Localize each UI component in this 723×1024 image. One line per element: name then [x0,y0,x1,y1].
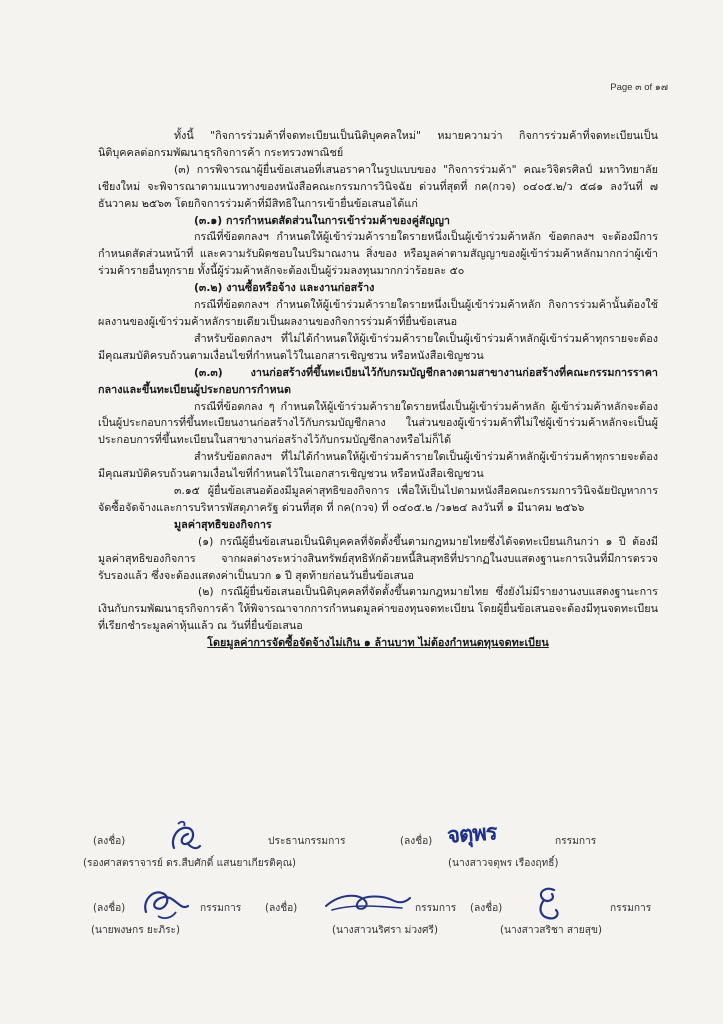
signature-role: ประธานกรรมการ [268,836,346,847]
signature-member-3-mark [322,888,412,918]
signature-member-1-mark: จตุพร [446,819,498,849]
signature-chair-mark [166,818,210,858]
heading-3-1: (๓.๑) การกำหนดสัดส่วนในการเข้าร่วมค้าของคู่สัญญา [194,213,450,227]
signature-member-4 [470,900,652,936]
sign-prefix: (ลงชื่อ) [400,836,433,847]
signature-name: (รองศาสตราจารย์ ดร.สืบศักดิ์ แสนยาเกียรติคุณ) [83,858,297,869]
signature-member-2-mark [140,882,192,924]
paragraph-3-2-no-lead: สำหรับข้อตกลงฯ ที่ไม่ได้กำหนดให้ผู้เข้าร่วมค้ารายใดเป็นผู้เข้าร่วมค้าหลักผู้เข้าร่วมค้าทุกรายจะต้องมีคุณสมบัติครบถ้วนตามเงื่อนไขที่กำหนดไว้ในเอกสารเชิญชวน หรือหนังสือเชิญชวน [98,331,658,362]
signature-role: กรรมการ [555,836,597,847]
heading-net-worth: มูลค่าสุทธิของกิจการ [174,517,272,531]
paragraph-joint-venture-consideration: (๓) การพิจารณาผู้ยื่นข้อเสนอที่เสนอราคาในรูปแบบของ "กิจการร่วมค้า" คณะวิจิตรศิลป์ มหาวิทยาลัยเชียงใหม่ จะพิจารณาตามแนวทางของหนังสือคณะกรรมการวินิจฉัย ด่วนที่สุดที่ กค(กวจ) ๐๔๐๕.๒/ว ๕๘๑ ลงวันที่ ๗ ธันวาคม ๒๕๖๓ โดยกิจการร่วมค้าที่มีสิทธิในการเข้ายื่นข้อเสนอได้แก่ [98,162,658,210]
paragraph-3-1-body: กรณีที่ข้อตกลงฯ กำหนดให้ผู้เข้าร่วมค้ารายใดรายหนึ่งเป็นผู้เข้าร่วมค้าหลัก ข้อตกลงฯ จะต้องมีการกำหนดสัดส่วนหน้าที่ และความรับผิดชอบในปริมาณงาน สิ่งของ หรือมูลค่าตามสัญญาของผู้เข้าร่วมค้าหลักมากกว่าผู้เข้าร่วมค้ารายอื่นทุกราย ทั้งนี้ผู้ร่วมค้าหลักจะต้องเป็นผู้ร่วมลงทุนมากกว่าร้อยละ ๕๐ [98,230,658,278]
signature-chair [83,833,346,869]
heading-3-2: (๓.๒) งานซื้อหรือจ้าง และงานก่อสร้าง [194,281,375,295]
paragraph-net-worth-2: (๒) กรณีผู้ยื่นข้อเสนอเป็นนิติบุคคลที่จัดตั้งขึ้นตามกฎหมายไทย ซึ่งยังไม่มีรายงานงบแสดงฐานะการเงินกับกรมพัฒนาธุรกิจการค้า ให้พิจารณาจากการกำหนดมูลค่าของทุนจดทะเบียน โดยผู้ยื่นข้อเสนอจะต้องมีทุนจดทะเบียนที่เรียกชำระมูลค่าหุ้นแล้ว ณ วันที่ยื่นข้อเสนอ [98,585,658,633]
signature-role: กรรมการ [200,903,242,914]
note-registered-capital: โดยมูลค่าการจัดซื้อจัดจ้างไม่เกิน ๑ ล้านบาท ไม่ต้องกำหนดทุนจดทะเบียน [207,636,549,650]
sign-prefix: (ลงชื่อ) [470,903,503,914]
heading-3-3: (๓.๓) งานก่อสร้างที่ขึ้นทะเบียนไว้กับกรมบัญชีกลางตามสาขางานก่อสร้างที่คณะกรรมการราคากลางและขึ้นทะเบียนผู้ประกอบการกำหนด [98,365,658,396]
sign-prefix: (ลงชื่อ) [265,903,298,914]
paragraph-net-worth-1: (๑) กรณีผู้ยื่นข้อเสนอเป็นนิติบุคคลที่จัดตั้งขึ้นตามกฎหมายไทยซึ่งได้จดทะเบียนเกินกว่า ๑ ปี ต้องมีมูลค่าสุทธิของกิจการ จากผลต่างระหว่างสินทรัพย์สุทธิหักด้วยหนี้สินสุทธิที่ปรากฏในงบแสดงฐานะการเงินที่มีการตรวจรับรองแล้ว ซึ่งจะต้องแสดงค่าเป็นบวก ๑ ปี สุดท้ายก่อนวันยื่นข้อเสนอ [98,534,658,582]
signature-name: (นายพงษกร ยะภิระ) [91,925,180,936]
signature-name: (นางสาวสริชา สายสุข) [500,925,602,936]
signature-name: (นางสาวจตุพร เรืองฤทธิ์) [448,858,559,869]
paragraph-3-2-body: กรณีที่ข้อตกลงฯ กำหนดให้ผู้เข้าร่วมค้ารายใดรายหนึ่งเป็นผู้เข้าร่วมค้าหลัก กิจการร่วมค้านั้นต้องใช้ผลงานของผู้เข้าร่วมค้าหลักรายเดียวเป็นผลงานของกิจการร่วมค้าที่ยื่นข้อเสนอ [98,298,658,328]
signature-name: (นางสาวนริศรา ม่วงศรี) [332,925,438,936]
paragraph-3-15: ๓.๑๕ ผู้ยื่นข้อเสนอต้องมีมูลค่าสุทธิของกิจการ เพื่อให้เป็นไปตามหนังสือคณะกรรมการวินิจฉัยปัญหาการจัดซื้อจัดจ้างและการบริหารพัสดุภาครัฐ ด่วนที่สุด ที่ กค(กวจ) ที่ ๐๔๐๕.๒ /ว๑๒๔ ลงวันที่ ๑ มีนาคม ๒๕๖๖ [98,484,658,514]
sign-prefix: (ลงชื่อ) [93,836,126,847]
paragraph-3-3-body: กรณีที่ข้อตกลง ๆ กำหนดให้ผู้เข้าร่วมค้ารายใดรายหนึ่งเป็นผู้เข้าร่วมค้าหลัก ผู้เข้าร่วมค้าหลักจะต้องเป็นผู้ประกอบการที่ขึ้นทะเบียนงานก่อสร้างไว้กับกรมบัญชีกลาง ในส่วนของผู้เข้าร่วมค้าที่ไม่ใช่ผู้เข้าร่วมค้าหลักจะเป็นผู้ประกอบการที่ขึ้นทะเบียนในสาขางานก่อสร้างไว้กับกรมบัญชีกลางหรือไม่ก็ได้ [98,399,658,447]
paragraph-joint-venture-definition: ทั้งนี้ "กิจการร่วมค้าที่จดทะเบียนเป็นนิติบุคคลใหม่" หมายความว่า กิจการร่วมค้าที่จดทะเบียนเป็นนิติบุคคลต่อกรมพัฒนาธุรกิจการค้า กระทรวงพาณิชย์ [98,129,658,159]
signature-role: กรรมการ [610,903,652,914]
sign-prefix: (ลงชื่อ) [93,903,126,914]
signature-member-1 [400,833,597,869]
signature-role: กรรมการ [415,903,457,914]
page-number: Page ๓ of ๑๗ [610,82,668,93]
document-body [98,128,658,652]
paragraph-3-3-no-lead: สำหรับข้อตกลงฯ ที่ไม่ได้กำหนดให้ผู้เข้าร่วมค้ารายใดเป็นผู้เข้าร่วมค้าหลักผู้เข้าร่วมค้าทุกรายจะต้องมีคุณสมบัติครบถ้วนตามเงื่อนไขที่กำหนดไว้ในเอกสารเชิญชวน หรือหนังสือเชิญชวน [98,450,658,481]
signature-member-3 [265,900,457,936]
signature-member-4-mark [528,884,568,926]
signature-member-2 [91,900,242,936]
